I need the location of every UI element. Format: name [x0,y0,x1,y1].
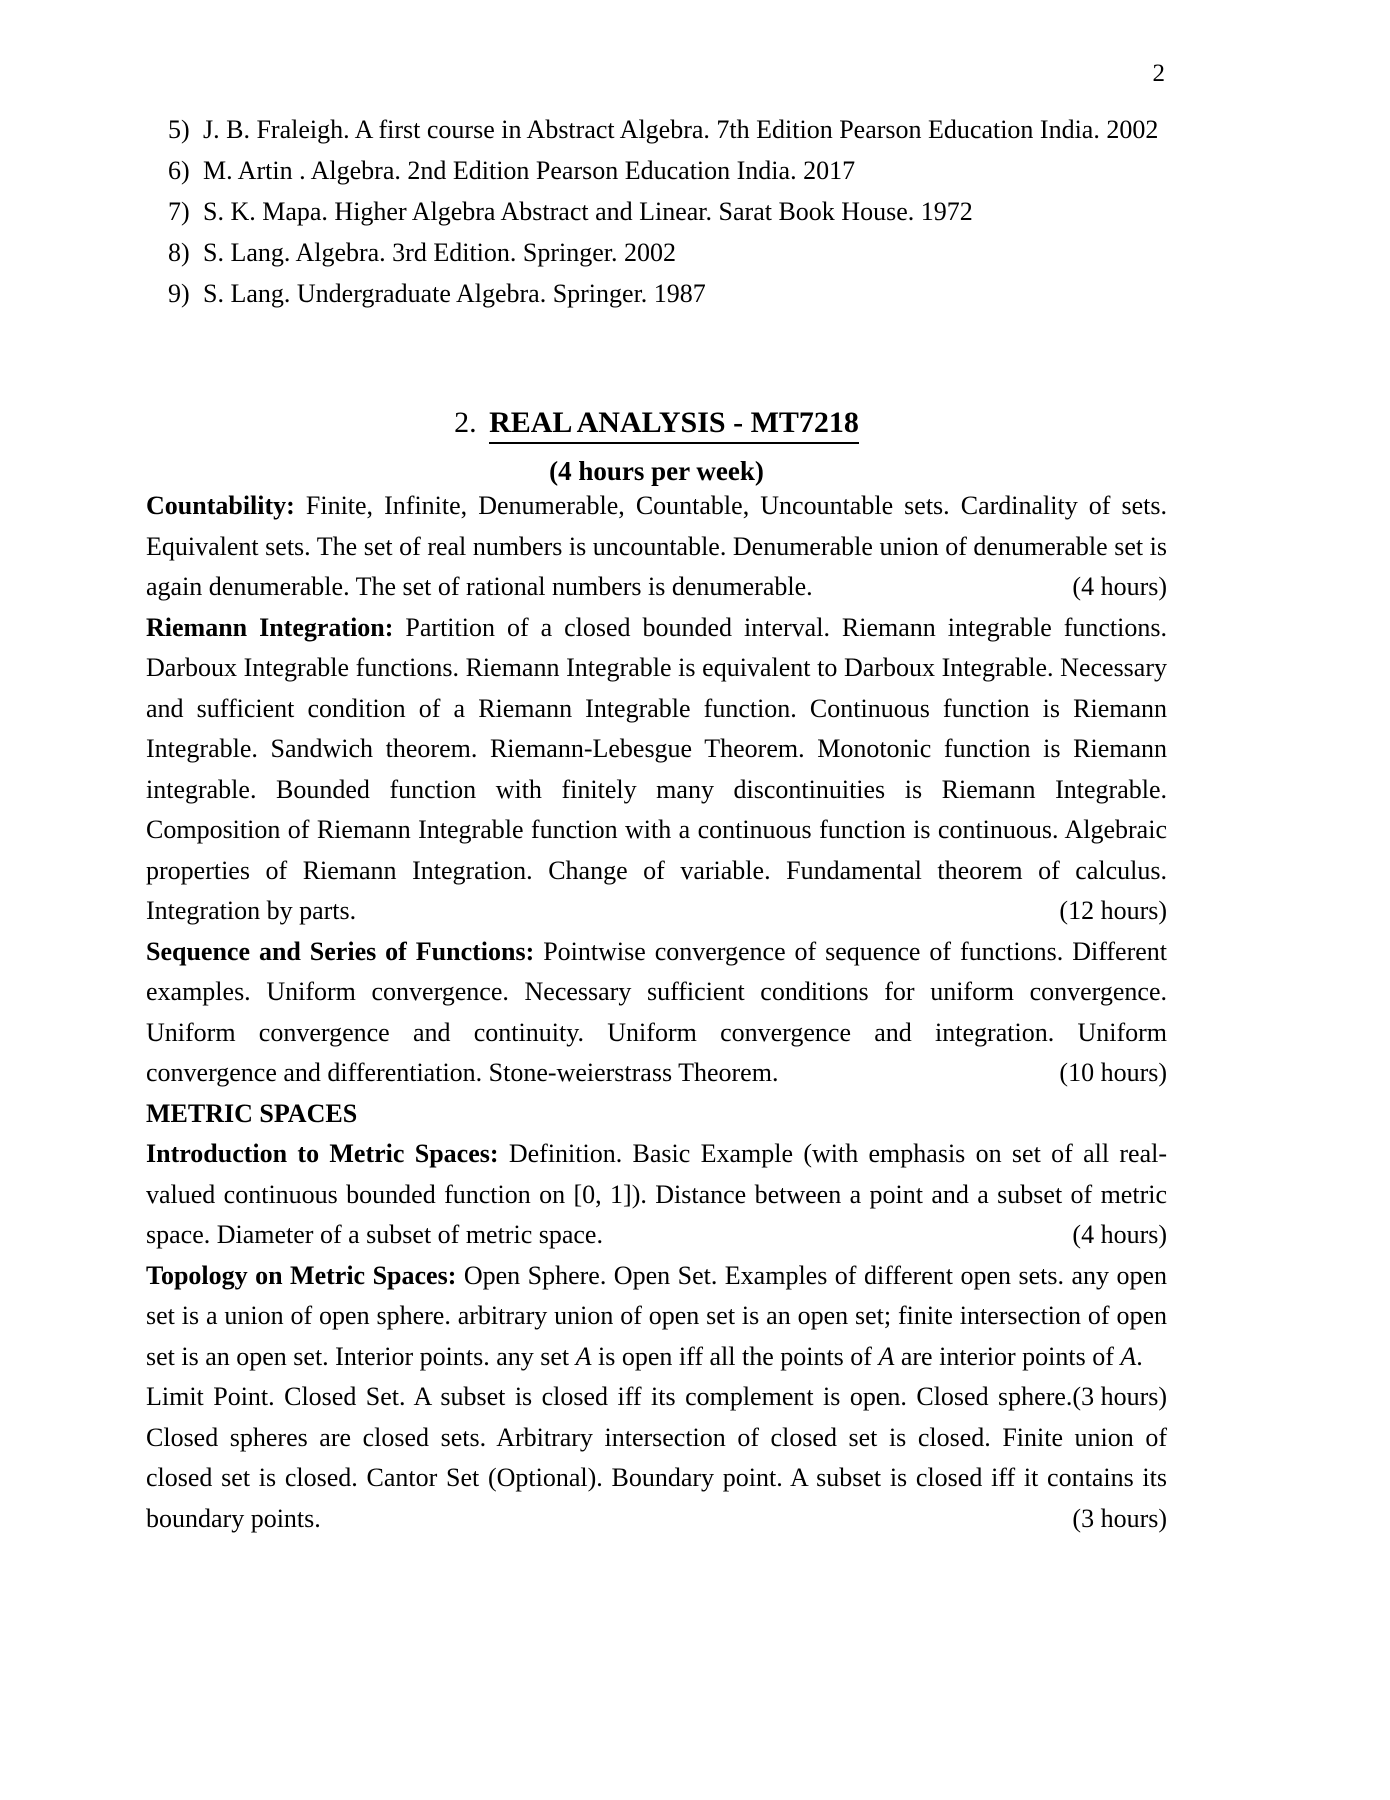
topic-lead-topology: Topology on Metric Spaces: [146,1260,457,1290]
hours-label: (10 hours) [1059,1058,1167,1087]
hours-label: (3 hours) [1072,1503,1167,1533]
list-item [146,235,1167,271]
list-item-text: M. Artin . Algebra. 2nd Edition Pearson Education India. 2017 [203,156,856,185]
list-item-text: J. B. Fraleigh. A first course in Abstract Algebra. 7th Edition Pearson Education India. 2002 [203,115,1159,144]
paragraph-countability [146,486,1167,608]
topic-body-topology-4: . [1136,1341,1143,1371]
topic-body-topology-1: Open Sphere. Open Set. Examples of different open sets. any open set is a union of open sphere. arbitrary union of open set is an open set; finite intersection of open set is an open set. Interior points. any set [146,1260,1168,1371]
list-item [146,194,1167,230]
list-item-text: S. Lang. Undergraduate Algebra. Springer. 1987 [203,279,706,308]
list-item-number: 9) [168,279,190,308]
paragraph-sequence-series [146,932,1167,1094]
page-number: 2 [1152,60,1165,87]
topic-lead-countability: Countability: [146,491,295,520]
section-number: 2. [454,406,477,439]
list-item-number: 5) [168,115,190,144]
topic-body-countability: Finite, Infinite, Denumerable, Countable, Uncountable sets. Cardinality of sets. Equivalent sets. The set of real numbers is uncountable. Denumerable union of denumerable set is again denumerable. The set of rational numbers is denumerable. [146,491,1168,601]
list-item-number: 7) [168,197,190,226]
topic-lead-intro-metric: Introduction to Metric Spaces: [146,1139,499,1168]
reference-list [146,112,1167,317]
topic-lead-sequence-series: Sequence and Series of Functions: [146,936,535,966]
list-item [146,276,1167,312]
hours-label: (4 hours) [1072,1220,1167,1249]
hours-label: (4 hours) [1072,572,1167,601]
math-var-a: A [878,1341,895,1371]
math-var-a: A [1120,1341,1137,1371]
topic-body-closed-sets: Limit Point. Closed Set. A subset is closed iff its complement is open. Closed sphere. Closed spheres are closed sets. Arbitrary intersection of closed set is closed. Finite union of closed set is closed. Cantor Set (Optional). Boundary point. A subset is closed iff it contains its boundary points. [146,1382,1167,1533]
list-item [146,112,1167,148]
paragraph-intro-metric-spaces [146,1134,1167,1256]
list-item-number: 8) [168,238,190,267]
section-subtitle: (4 hours per week) [549,456,764,486]
hours-label: (12 hours) [1059,896,1167,925]
paragraph-riemann-integration [146,608,1167,932]
section-heading [146,401,1167,444]
topic-lead-riemann: Riemann Integration: [146,612,394,642]
math-var-a: A [575,1341,592,1371]
hours-label: (3 hours) [1072,1382,1167,1411]
list-item-text: S. K. Mapa. Higher Algebra Abstract and Linear. Sarat Book House. 1972 [203,197,973,226]
section-title: REAL ANALYSIS - MT7218 [489,406,859,444]
paragraph-closed-sets [146,1377,1167,1539]
list-item-text: S. Lang. Algebra. 3rd Edition. Springer. 2002 [203,238,677,267]
topic-body-sequence-series: Pointwise convergence of sequence of functions. Different examples. Uniform convergence. Necessary sufficient conditions for uniform convergence. Uniform convergence and continuity. Uniform convergence and integration. Uniform convergence and differentiation. Stone-weierstrass Theorem. [146,936,1168,1087]
topic-body-riemann: Partition of a closed bounded interval. Riemann integrable functions. Darboux Integrable functions. Riemann Integrable is equivalent to Darboux Integrable. Necessary and sufficient condition of a Riemann Integrable function. Continuous function is Riemann Integrable. Sandwich theorem. Riemann-Lebesgue Theorem. Monotonic function is Riemann integrable. Bounded function with finitely many discontinuities is Riemann Integrable. Composition of Riemann Integrable function with a continuous function is continuous. Algebraic properties of Riemann Integration. Change of variable. Fundamental theorem of calculus. Integration by parts. [146,612,1167,925]
syllabus-body [146,486,1167,1539]
paragraph-topology-metric-spaces [146,1256,1168,1411]
topic-body-intro-metric: Definition. Basic Example (with emphasis on set of all real-valued continuous bounded function on [0, 1]). Distance between a point and a subset of metric space. Diameter of a subset of metric space. [146,1139,1167,1249]
topic-body-topology-3: are interior points of [900,1341,1114,1371]
topic-body-topology-2: is open iff all the points of [598,1341,872,1371]
metric-spaces-header: METRIC SPACES [146,1098,358,1128]
list-item [146,153,1167,189]
list-item-number: 6) [168,156,190,185]
